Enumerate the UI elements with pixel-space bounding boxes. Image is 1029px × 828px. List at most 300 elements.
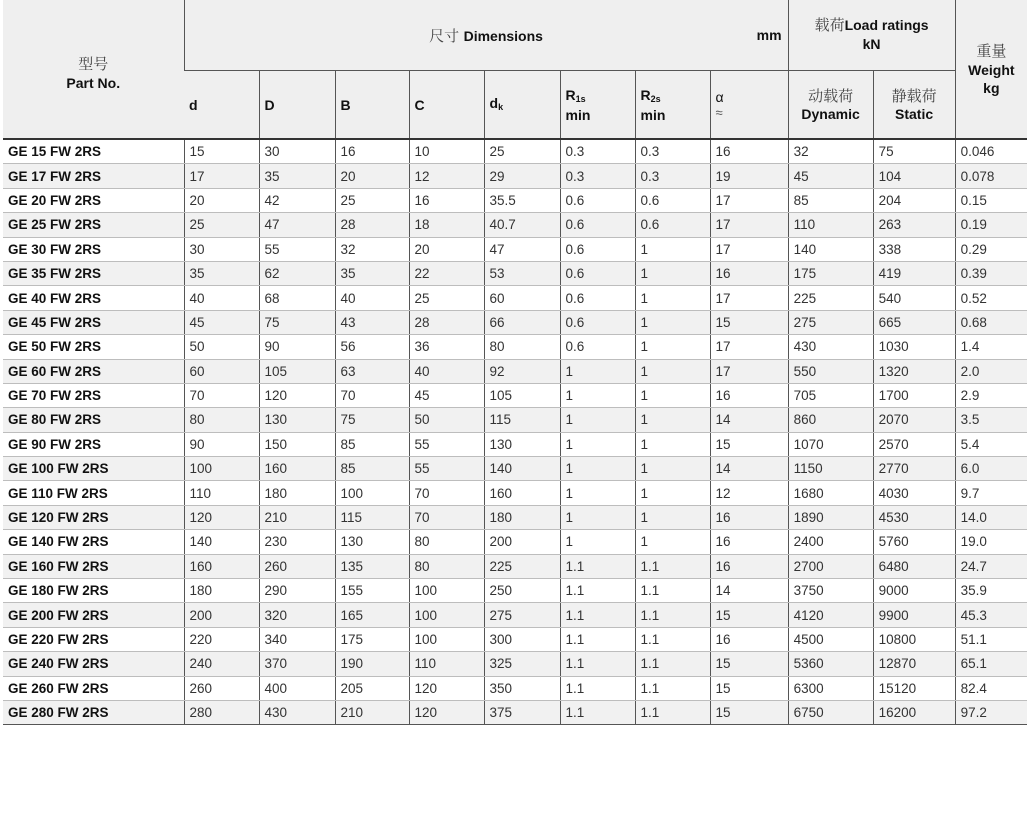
table-cell: 30 <box>184 237 259 261</box>
table-cell: 0.3 <box>635 139 710 164</box>
table-cell: 15 <box>710 676 788 700</box>
table-row <box>3 237 1027 261</box>
table-cell: 1 <box>635 457 710 481</box>
table-cell: 55 <box>409 432 484 456</box>
table-cell: 325 <box>484 652 560 676</box>
col-header-dynamic <box>788 71 873 140</box>
table-cell: 97.2 <box>955 700 1027 724</box>
table-row <box>3 676 1027 700</box>
table-cell: 35.9 <box>955 579 1027 603</box>
table-cell: 25 <box>484 139 560 164</box>
table-cell: 2070 <box>873 408 955 432</box>
load-ratings-header <box>788 0 955 71</box>
table-cell: 16200 <box>873 700 955 724</box>
table-cell: 17 <box>184 164 259 188</box>
weight-unit: kg <box>983 80 1000 96</box>
table-cell: 14 <box>710 457 788 481</box>
table-cell: 60 <box>484 286 560 310</box>
table-cell: 1 <box>560 457 635 481</box>
table-cell: 0.6 <box>635 188 710 212</box>
part-number-cell: GE 25 FW 2RS <box>3 213 184 237</box>
part-number-cell: GE 220 FW 2RS <box>3 627 184 651</box>
table-cell: 40 <box>184 286 259 310</box>
table-cell: 120 <box>259 383 335 407</box>
table-cell: 205 <box>335 676 409 700</box>
table-cell: 160 <box>259 457 335 481</box>
part-number-cell: GE 50 FW 2RS <box>3 335 184 359</box>
col-header-alpha-symbol: α <box>715 88 724 105</box>
table-cell: 12 <box>409 164 484 188</box>
table-cell: 2.9 <box>955 383 1027 407</box>
part-number-cell: GE 17 FW 2RS <box>3 164 184 188</box>
table-cell: 100 <box>184 457 259 481</box>
table-cell: 225 <box>484 554 560 578</box>
table-cell: 140 <box>788 237 873 261</box>
table-cell: 0.6 <box>560 213 635 237</box>
table-cell: 105 <box>484 383 560 407</box>
col-header-r2s-sub: 2s <box>650 93 661 104</box>
table-cell: 24.7 <box>955 554 1027 578</box>
table-cell: 6300 <box>788 676 873 700</box>
table-cell: 55 <box>409 457 484 481</box>
table-cell: 45 <box>184 310 259 334</box>
table-cell: 140 <box>484 457 560 481</box>
table-cell: 0.6 <box>560 237 635 261</box>
table-cell: 1 <box>560 383 635 407</box>
table-cell: 120 <box>409 676 484 700</box>
table-cell: 1890 <box>788 505 873 529</box>
table-cell: 120 <box>409 700 484 724</box>
table-cell: 16 <box>710 505 788 529</box>
table-cell: 36 <box>409 335 484 359</box>
table-cell: 200 <box>184 603 259 627</box>
table-cell: 9900 <box>873 603 955 627</box>
table-cell: 50 <box>184 335 259 359</box>
table-cell: 1 <box>560 408 635 432</box>
table-cell: 29 <box>484 164 560 188</box>
table-cell: 32 <box>335 237 409 261</box>
part-number-cell: GE 260 FW 2RS <box>3 676 184 700</box>
table-cell: 275 <box>788 310 873 334</box>
table-cell: 204 <box>873 188 955 212</box>
table-cell: 1 <box>635 505 710 529</box>
part-number-cell: GE 20 FW 2RS <box>3 188 184 212</box>
table-cell: 4030 <box>873 481 955 505</box>
table-cell: 75 <box>873 139 955 164</box>
table-row <box>3 457 1027 481</box>
weight-header <box>955 0 1027 139</box>
table-cell: 70 <box>409 505 484 529</box>
table-cell: 180 <box>484 505 560 529</box>
table-cell: 1.1 <box>560 554 635 578</box>
table-cell: 80 <box>409 530 484 554</box>
table-cell: 0.6 <box>560 310 635 334</box>
table-cell: 19.0 <box>955 530 1027 554</box>
table-cell: 1700 <box>873 383 955 407</box>
table-cell: 16 <box>710 261 788 285</box>
table-cell: 62 <box>259 261 335 285</box>
table-cell: 90 <box>184 432 259 456</box>
col-header-dynamic-cn: 动载荷 <box>808 86 854 105</box>
table-cell: 240 <box>184 652 259 676</box>
table-cell: 110 <box>184 481 259 505</box>
weight-header-cn: 重量 <box>976 42 1007 60</box>
table-cell: 40.7 <box>484 213 560 237</box>
table-cell: 5360 <box>788 652 873 676</box>
table-cell: 104 <box>873 164 955 188</box>
table-cell: 1.1 <box>635 579 710 603</box>
table-cell: 100 <box>409 579 484 603</box>
table-row <box>3 383 1027 407</box>
table-cell: 47 <box>259 213 335 237</box>
table-cell: 1 <box>635 530 710 554</box>
col-header-dk-sub: k <box>498 101 504 112</box>
table-cell: 220 <box>184 627 259 651</box>
table-cell: 338 <box>873 237 955 261</box>
table-cell: 1.1 <box>560 700 635 724</box>
table-cell: 0.3 <box>560 164 635 188</box>
table-cell: 80 <box>409 554 484 578</box>
table-cell: 60 <box>184 359 259 383</box>
table-cell: 0.6 <box>560 188 635 212</box>
part-number-cell: GE 40 FW 2RS <box>3 286 184 310</box>
table-cell: 350 <box>484 676 560 700</box>
table-cell: 0.046 <box>955 139 1027 164</box>
table-cell: 150 <box>259 432 335 456</box>
table-cell: 28 <box>409 310 484 334</box>
table-cell: 80 <box>484 335 560 359</box>
table-cell: 1 <box>635 261 710 285</box>
table-cell: 1 <box>635 335 710 359</box>
table-cell: 40 <box>409 359 484 383</box>
table-row <box>3 652 1027 676</box>
table-cell: 50 <box>409 408 484 432</box>
table-cell: 160 <box>484 481 560 505</box>
table-cell: 665 <box>873 310 955 334</box>
table-cell: 200 <box>484 530 560 554</box>
part-number-cell: GE 100 FW 2RS <box>3 457 184 481</box>
table-cell: 1680 <box>788 481 873 505</box>
table-cell: 30 <box>259 139 335 164</box>
table-cell: 15 <box>710 310 788 334</box>
part-number-cell: GE 90 FW 2RS <box>3 432 184 456</box>
col-header-alpha-approx: ≈ <box>715 104 723 120</box>
table-cell: 1.1 <box>635 603 710 627</box>
table-row <box>3 408 1027 432</box>
table-cell: 70 <box>184 383 259 407</box>
table-cell: 17 <box>710 188 788 212</box>
table-cell: 1 <box>560 432 635 456</box>
table-cell: 160 <box>184 554 259 578</box>
spec-table <box>3 0 1027 725</box>
table-cell: 1320 <box>873 359 955 383</box>
table-cell: 85 <box>788 188 873 212</box>
table-cell: 0.68 <box>955 310 1027 334</box>
table-cell: 1.1 <box>560 627 635 651</box>
table-cell: 430 <box>788 335 873 359</box>
table-cell: 1.1 <box>635 676 710 700</box>
table-cell: 5760 <box>873 530 955 554</box>
part-number-cell: GE 15 FW 2RS <box>3 139 184 164</box>
col-header-dynamic-en: Dynamic <box>801 105 860 122</box>
part-number-cell: GE 180 FW 2RS <box>3 579 184 603</box>
dimensions-header-en: Dimensions <box>463 27 543 44</box>
table-cell: 1 <box>635 286 710 310</box>
table-cell: 15120 <box>873 676 955 700</box>
table-cell: 110 <box>788 213 873 237</box>
col-header-b: B <box>335 71 409 140</box>
table-cell: 0.6 <box>560 335 635 359</box>
table-cell: 92 <box>484 359 560 383</box>
table-cell: 1.1 <box>635 554 710 578</box>
table-cell: 1 <box>635 481 710 505</box>
table-cell: 2570 <box>873 432 955 456</box>
part-number-cell: GE 240 FW 2RS <box>3 652 184 676</box>
table-cell: 12870 <box>873 652 955 676</box>
table-row <box>3 261 1027 285</box>
table-cell: 165 <box>335 603 409 627</box>
table-cell: 66 <box>484 310 560 334</box>
table-cell: 51.1 <box>955 627 1027 651</box>
col-header-dk <box>484 71 560 140</box>
table-cell: 1.1 <box>560 579 635 603</box>
table-cell: 6750 <box>788 700 873 724</box>
table-row <box>3 164 1027 188</box>
table-cell: 85 <box>335 457 409 481</box>
table-cell: 70 <box>335 383 409 407</box>
table-cell: 0.52 <box>955 286 1027 310</box>
table-cell: 100 <box>335 481 409 505</box>
table-cell: 1.4 <box>955 335 1027 359</box>
table-cell: 10 <box>409 139 484 164</box>
table-cell: 180 <box>184 579 259 603</box>
table-cell: 15 <box>710 700 788 724</box>
col-header-r2s-min: min <box>640 106 666 123</box>
table-cell: 28 <box>335 213 409 237</box>
table-cell: 370 <box>259 652 335 676</box>
table-cell: 300 <box>484 627 560 651</box>
table-cell: 705 <box>788 383 873 407</box>
dimensions-header <box>184 0 788 71</box>
table-cell: 20 <box>409 237 484 261</box>
table-cell: 105 <box>259 359 335 383</box>
table-cell: 1 <box>635 310 710 334</box>
table-cell: 100 <box>409 627 484 651</box>
part-number-cell: GE 160 FW 2RS <box>3 554 184 578</box>
table-cell: 550 <box>788 359 873 383</box>
table-cell: 210 <box>335 700 409 724</box>
table-cell: 100 <box>409 603 484 627</box>
dimensions-header-cn: 尺寸 <box>429 26 460 45</box>
table-cell: 130 <box>335 530 409 554</box>
table-cell: 1 <box>635 359 710 383</box>
part-number-cell: GE 110 FW 2RS <box>3 481 184 505</box>
table-cell: 260 <box>259 554 335 578</box>
table-cell: 56 <box>335 335 409 359</box>
table-cell: 1.1 <box>635 700 710 724</box>
table-cell: 14 <box>710 579 788 603</box>
table-cell: 40 <box>335 286 409 310</box>
table-cell: 430 <box>259 700 335 724</box>
table-cell: 230 <box>259 530 335 554</box>
table-cell: 1 <box>560 359 635 383</box>
table-cell: 1 <box>635 237 710 261</box>
table-cell: 16 <box>710 627 788 651</box>
table-cell: 155 <box>335 579 409 603</box>
load-ratings-header-cn: 载荷 <box>814 16 845 34</box>
part-number-cell: GE 70 FW 2RS <box>3 383 184 407</box>
table-cell: 63 <box>335 359 409 383</box>
weight-header-en: Weight <box>968 62 1015 78</box>
table-row <box>3 335 1027 359</box>
table-cell: 280 <box>184 700 259 724</box>
table-row <box>3 579 1027 603</box>
table-cell: 1 <box>560 505 635 529</box>
table-row <box>3 505 1027 529</box>
table-cell: 2700 <box>788 554 873 578</box>
table-cell: 82.4 <box>955 676 1027 700</box>
table-cell: 17 <box>710 359 788 383</box>
table-cell: 65.1 <box>955 652 1027 676</box>
part-no-header-en: Part No. <box>66 75 121 91</box>
table-cell: 45 <box>409 383 484 407</box>
table-body <box>3 139 1027 725</box>
table-cell: 135 <box>335 554 409 578</box>
table-cell: 0.6 <box>560 261 635 285</box>
table-cell: 1.1 <box>560 676 635 700</box>
col-header-r2s-main: R <box>640 86 651 103</box>
part-no-header-cn: 型号 <box>78 55 109 73</box>
table-cell: 35 <box>335 261 409 285</box>
table-cell: 1 <box>635 383 710 407</box>
table-cell: 15 <box>710 603 788 627</box>
table-cell: 15 <box>710 432 788 456</box>
table-cell: 43 <box>335 310 409 334</box>
table-cell: 6480 <box>873 554 955 578</box>
table-cell: 250 <box>484 579 560 603</box>
table-cell: 115 <box>335 505 409 529</box>
table-cell: 75 <box>259 310 335 334</box>
table-cell: 68 <box>259 286 335 310</box>
table-cell: 18 <box>409 213 484 237</box>
table-cell: 130 <box>484 432 560 456</box>
part-number-cell: GE 120 FW 2RS <box>3 505 184 529</box>
col-header-r1s-min: min <box>565 106 591 123</box>
table-cell: 16 <box>710 554 788 578</box>
part-number-cell: GE 200 FW 2RS <box>3 603 184 627</box>
part-number-cell: GE 80 FW 2RS <box>3 408 184 432</box>
table-row <box>3 554 1027 578</box>
table-cell: 14 <box>710 408 788 432</box>
table-cell: 180 <box>259 481 335 505</box>
table-cell: 55 <box>259 237 335 261</box>
table-cell: 25 <box>335 188 409 212</box>
table-cell: 45.3 <box>955 603 1027 627</box>
table-cell: 35 <box>259 164 335 188</box>
table-cell: 0.078 <box>955 164 1027 188</box>
load-ratings-unit: kN <box>862 36 881 52</box>
table-cell: 400 <box>259 676 335 700</box>
table-cell: 0.15 <box>955 188 1027 212</box>
table-cell: 190 <box>335 652 409 676</box>
table-cell: 3750 <box>788 579 873 603</box>
table-cell: 115 <box>484 408 560 432</box>
table-cell: 0.3 <box>635 164 710 188</box>
table-cell: 20 <box>184 188 259 212</box>
table-cell: 130 <box>259 408 335 432</box>
col-header-static <box>873 71 955 140</box>
col-header-r1s-sub: 1s <box>575 93 586 104</box>
table-cell: 275 <box>484 603 560 627</box>
table-cell: 0.3 <box>560 139 635 164</box>
table-row <box>3 286 1027 310</box>
table-cell: 175 <box>788 261 873 285</box>
table-cell: 0.39 <box>955 261 1027 285</box>
table-cell: 9000 <box>873 579 955 603</box>
part-number-cell: GE 280 FW 2RS <box>3 700 184 724</box>
col-header-c: C <box>409 71 484 140</box>
table-cell: 175 <box>335 627 409 651</box>
part-number-cell: GE 35 FW 2RS <box>3 261 184 285</box>
table-cell: 75 <box>335 408 409 432</box>
part-number-cell: GE 30 FW 2RS <box>3 237 184 261</box>
table-cell: 12 <box>710 481 788 505</box>
table-row <box>3 432 1027 456</box>
table-cell: 375 <box>484 700 560 724</box>
table-cell: 0.6 <box>560 286 635 310</box>
table-cell: 1 <box>560 481 635 505</box>
table-row <box>3 530 1027 554</box>
table-cell: 16 <box>335 139 409 164</box>
load-ratings-header-en: Load ratings <box>844 17 929 33</box>
table-cell: 4500 <box>788 627 873 651</box>
col-header-outer-d: D <box>259 71 335 140</box>
table-cell: 20 <box>335 164 409 188</box>
table-cell: 42 <box>259 188 335 212</box>
col-header-alpha <box>710 71 788 140</box>
table-cell: 320 <box>259 603 335 627</box>
table-cell: 90 <box>259 335 335 359</box>
table-row <box>3 603 1027 627</box>
table-cell: 2.0 <box>955 359 1027 383</box>
table-cell: 19 <box>710 164 788 188</box>
table-cell: 120 <box>184 505 259 529</box>
table-cell: 260 <box>184 676 259 700</box>
table-cell: 25 <box>409 286 484 310</box>
table-cell: 35 <box>184 261 259 285</box>
table-cell: 0.29 <box>955 237 1027 261</box>
table-cell: 17 <box>710 213 788 237</box>
table-cell: 290 <box>259 579 335 603</box>
table-cell: 22 <box>409 261 484 285</box>
table-cell: 225 <box>788 286 873 310</box>
table-cell: 17 <box>710 335 788 359</box>
col-header-r1s <box>560 71 635 140</box>
col-header-r1s-main: R <box>565 86 576 103</box>
table-cell: 70 <box>409 481 484 505</box>
table-cell: 140 <box>184 530 259 554</box>
table-cell: 15 <box>184 139 259 164</box>
dimensions-unit: mm <box>756 27 782 43</box>
table-cell: 1.1 <box>560 603 635 627</box>
table-cell: 1 <box>635 432 710 456</box>
table-row <box>3 188 1027 212</box>
table-cell: 35.5 <box>484 188 560 212</box>
table-cell: 85 <box>335 432 409 456</box>
table-cell: 4120 <box>788 603 873 627</box>
table-row <box>3 627 1027 651</box>
col-header-static-cn: 静载荷 <box>891 86 937 105</box>
